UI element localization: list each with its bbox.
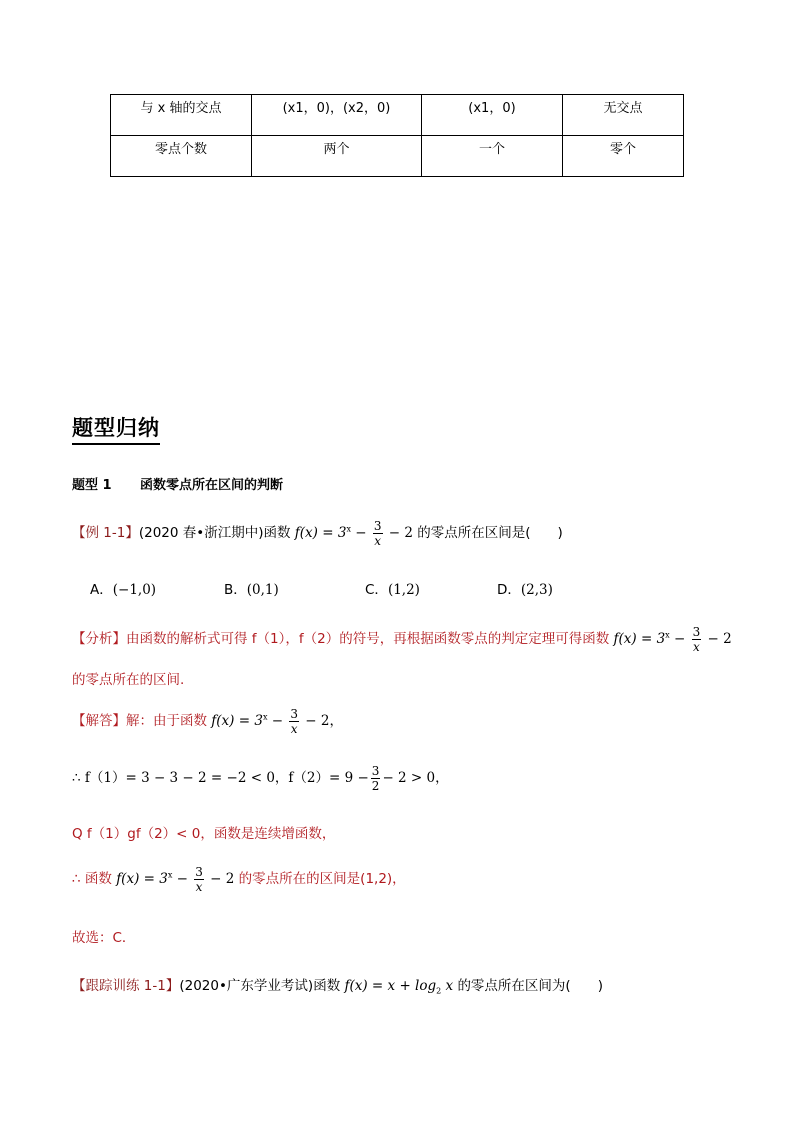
practice-question: 【跟踪训练 1-1】(2020•广东学业考试)函数 $f(x) = x + \log_2 x$ 的零点所在区间为( ) [72,978,603,996]
example-question [72,520,563,547]
example-text-post: 的零点所在区间是( ) [417,525,563,541]
example-tag: 【例 1-1】 [72,525,139,541]
table-cell: 两个 [252,136,422,177]
table-cell: 一个 [422,136,563,177]
solution-line3: Q f（1）gf（2）< 0，函数是连续增函数， [72,826,336,842]
table-cell: 零点个数 [111,136,252,177]
table-cell: (x1，0)，(x2，0) [252,95,422,136]
solution-formula: $f(x) = 3^x$ − $\frac{3}{x}$ − 2 [211,707,330,736]
example-formula: $f(x) = 3^x$ − $\frac{3}{x}$ − 2 [294,519,413,548]
analysis-formula: $f(x) = 3^x$ − $\frac{3}{x}$ − 2 [613,625,732,654]
analysis-text1: 由函数的解析式可得 f（1），f（2）的符号，再根据函数零点的判定定理可得函数 [126,631,610,647]
table-cell: 与 x 轴的交点 [111,95,252,136]
option-c[interactable]: C．(1,2) [365,582,420,598]
analysis-line2: 的零点所在的区间. [72,672,185,688]
type-title: 函数零点所在区间的判断 [140,478,284,493]
example-text-pre: 函数 [263,525,291,541]
type-label: 题型 1 [72,478,112,493]
table-cell: 零个 [563,136,684,177]
option-d[interactable]: D．(2,3) [497,582,553,598]
solution-line4: ∴ 函数 $f(x) = 3^x$ − $\frac{3}{x}$ − 2 的零点所在的区间是(1,2)， [72,865,406,894]
option-b[interactable]: B．(0,1) [224,582,279,598]
option-a[interactable]: A．(−1,0) [90,582,157,598]
table-cell: (x1，0) [422,95,563,136]
solution-answer: 故选：C． [72,930,136,946]
fraction: $\frac{3}{x}$ [373,519,382,548]
analysis-tag: 【分析】 [72,631,126,647]
solution-line1: 【解答】解：由于函数 $f(x) = 3^x$ − $\frac{3}{x}$ − 2， [72,707,343,736]
practice-tag: 【跟踪训练 1-1】 [72,978,180,994]
solution-tag: 【解答】 [72,713,126,729]
fraction: $\frac{3}{2}$ [371,764,380,793]
table-row [111,136,684,177]
analysis-line1 [72,626,732,653]
example-source: (2020 春•浙江期中) [138,525,264,541]
solution-line2: ∴ f（1）= 3 − 3 − 2 = −2 < 0，f（2）= 9 − $\frac{3}{2}$ − 2 > 0， [72,764,449,793]
table-cell: 无交点 [563,95,684,136]
section-title: 题型归纳 [72,412,160,445]
solution-formula: $f(x) = 3^x$ − $\frac{3}{x}$ − 2 [116,865,235,894]
practice-formula: $f(x) = x + \log_2 x$ [344,978,454,996]
zero-point-table [110,94,684,177]
table-row [111,95,684,136]
